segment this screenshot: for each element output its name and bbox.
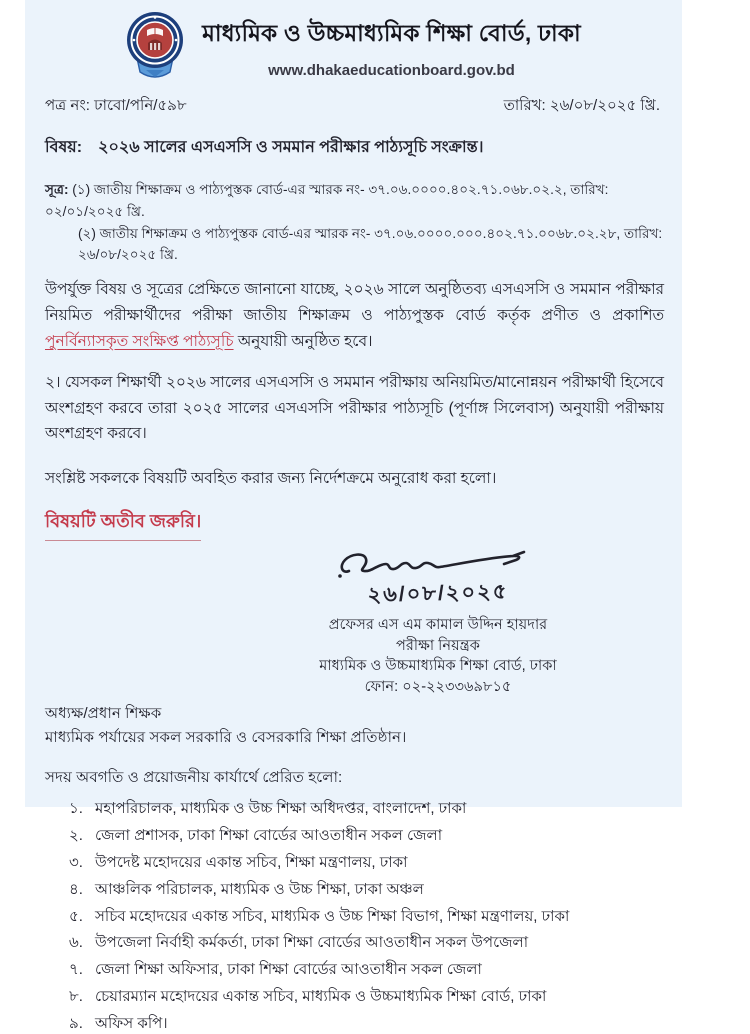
reference-2: (২) জাতীয় শিক্ষাক্রম ও পাঠ্যপুস্তক বোর্ড-এর স্মারক নং- ৩৭.০৬.০০০০.০০০.৪০২.৭১.০০৬৮.০২.২৮, তারিখ: ২৬/০৮/২০২৫ খ্রি. xyxy=(78,225,663,263)
addressee-title: অধ্যক্ষ/প্রধান শিক্ষক xyxy=(45,704,162,722)
item-text: উপদেষ্ট মহোদয়ের একান্ত সচিব, শিক্ষা মন্ত্রণালয়, ঢাকা xyxy=(95,854,408,872)
item-text: মহাপরিচালক, মাধ্যমিক ও উচ্চ শিক্ষা অধিদপ্তর, বাংলাদেশ, ঢাকা xyxy=(95,800,467,818)
para1-text-after: অনুযায়ী অনুষ্ঠিত হবে। xyxy=(233,332,373,350)
item-text: সচিব মহোদয়ের একান্ত সচিব, মাধ্যমিক ও উচ্চ শিক্ষা বিভাগ, শিক্ষা মন্ত্রণালয়, ঢাকা xyxy=(95,907,570,925)
subject-text: ২০২৬ সালের এসএসসি ও সমমান পরীক্ষার পাঠ্যসূচি সংক্রান্ত। xyxy=(98,139,484,156)
signatory-organization: মাধ্যমিক ও উচ্চমাধ্যমিক শিক্ষা বোর্ড, ঢাকা xyxy=(319,658,557,675)
distribution-item xyxy=(69,960,666,980)
board-website: www.dhakaeducationboard.gov.bd xyxy=(268,62,515,79)
item-text: অফিস কপি। xyxy=(95,1014,168,1032)
handwritten-date: ২৬/০৮/২০২৫ xyxy=(367,580,509,607)
letterhead xyxy=(39,6,666,84)
urgent-note xyxy=(39,507,666,541)
distribution-item xyxy=(69,826,666,846)
item-text: উপজেলা নির্বাহী কর্মকর্তা, ঢাকা শিক্ষা বোর্ডের আওতাধীন সকল উপজেলা xyxy=(95,934,529,952)
letterhead-text xyxy=(202,15,581,79)
item-number: ৯. xyxy=(69,1014,83,1032)
distribution-item xyxy=(69,799,666,819)
item-number: ২. xyxy=(69,827,83,845)
item-number: ১. xyxy=(69,800,83,818)
signature-block xyxy=(268,543,608,698)
distribution-item xyxy=(69,880,666,900)
memo-date: তারিখ: ২৬/০৮/২০২৫ খ্রি. xyxy=(503,97,660,114)
distribution-item xyxy=(69,987,666,1007)
item-number: ৪. xyxy=(69,880,83,898)
addressee-block xyxy=(39,702,666,751)
board-name: মাধ্যমিক ও উচ্চমাধ্যমিক শিক্ষা বোর্ড, ঢাকা xyxy=(202,20,581,46)
item-text: চেয়ারম্যান মহোদয়ের একান্ত সচিব, মাধ্যমিক ও উচ্চমাধ্যমিক শিক্ষা বোর্ড, ঢাকা xyxy=(95,988,547,1006)
body-paragraph-3: সংশ্লিষ্ট সকলকে বিষয়টি অবহিত করার জন্য নির্দেশক্রমে অনুরোধ করা হলো। xyxy=(45,470,497,488)
board-seal-icon xyxy=(124,10,186,84)
distribution-item xyxy=(69,1014,666,1034)
distribution-intro: সদয় অবগতি ও প্রয়োজনীয় কার্যার্থে প্রেরিত হলো: xyxy=(45,769,343,787)
addressee-detail: মাধ্যমিক পর্যায়ের সকল সরকারি ও বেসরকারি শিক্ষা প্রতিষ্ঠান। xyxy=(45,729,407,747)
official-letter xyxy=(25,0,682,1032)
urgent-note-text: বিষয়টি অতীব জরুরি। xyxy=(45,507,201,541)
item-number: ৬. xyxy=(69,934,83,952)
reference-1-text: (১) জাতীয় শিক্ষাক্রম ও পাঠ্যপুস্তক বোর্ড-এর স্মারক নং- ৩৭.০৬.০০০০.৪০২.৭১.০৬৮.০২.২, তারিখ: ০২/০১/২০২৫ খ্রি. xyxy=(45,182,609,219)
subject-line xyxy=(39,134,666,161)
signatory-phone: ফোন: ০২-২২৩৩৬৯৮১৫ xyxy=(364,679,512,696)
signatory-name: প্রফেসর এস এম কামাল উদ্দিন হায়দার xyxy=(328,616,548,633)
para1-red-highlight: পুনর্বিন্যাসকৃত সংক্ষিপ্ত পাঠ্যসূচি xyxy=(45,332,234,350)
body-paragraph-1 xyxy=(39,277,666,355)
item-number: ৩. xyxy=(69,854,83,872)
memo-number: পত্র নং: ঢাবো/পনি/৫৯৮ xyxy=(45,97,187,114)
subject-label: বিষয়: xyxy=(45,139,83,156)
item-text: জেলা প্রশাসক, ঢাকা শিক্ষা বোর্ডের আওতাধীন সকল জেলা xyxy=(95,827,443,845)
item-number: ৭. xyxy=(69,961,83,979)
body-paragraph-2: ২। যেসকল শিক্ষার্থী ২০২৬ সালের এসএসসি ও সমমান পরীক্ষায় অনিয়মিত/মানোন্নয়ন পরীক্ষার্থী হিসেবে অংশগ্রহণ করবে তারা ২০২৫ সালের এসএসসি পরীক্ষার পাঠ্যসূচি (পূর্ণাঙ্গ সিলেবাস) অনুযায়ী পরীক্ষায় অংশগ্রহণ করবে। xyxy=(45,373,664,443)
item-number: ৫. xyxy=(69,907,83,925)
para1-text-before: উপর্যুক্ত বিষয় ও সূত্রের প্রেক্ষিতে জানানো যাচ্ছে, ২০২৬ সালে অনুষ্ঠিতব্য এসএসসি ও সমমান পরীক্ষার নিয়মিত পরীক্ষার্থীদের পরীক্ষা জাতীয় শিক্ষাক্রম ও পাঠ্যপুস্তক বোর্ড কর্তৃক প্রণীত ও প্রকাশিত xyxy=(45,281,664,324)
item-number: ৮. xyxy=(69,988,83,1006)
item-text: জেলা শিক্ষা অফিসার, ঢাকা শিক্ষা বোর্ডের আওতাধীন সকল জেলা xyxy=(95,961,482,979)
references-label: সূত্র: xyxy=(45,182,69,197)
memo-meta-row xyxy=(39,94,666,119)
distribution-list xyxy=(39,799,666,1033)
item-text: আঞ্চলিক পরিচালক, মাধ্যমিক ও উচ্চ শিক্ষা, ঢাকা অঞ্চল xyxy=(95,880,424,898)
reference-1 xyxy=(45,179,666,223)
distribution-item xyxy=(69,933,666,953)
references xyxy=(39,179,666,266)
distribution-item xyxy=(69,853,666,873)
signatory-designation: পরীক্ষা নিয়ন্ত্রক xyxy=(395,637,481,654)
distribution-item xyxy=(69,907,666,927)
